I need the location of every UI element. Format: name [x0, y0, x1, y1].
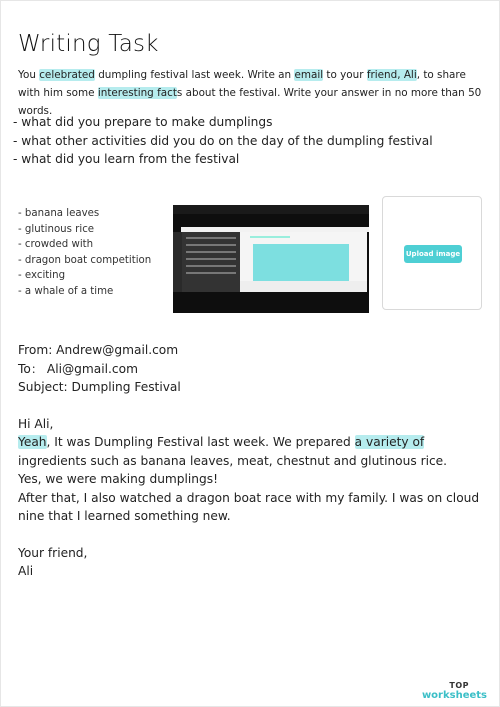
topworksheets-logo: [422, 681, 487, 702]
email-closing: Your friend,: [18, 545, 88, 560]
vocab-item: - exciting: [18, 270, 66, 281]
vocab-item: - banana leaves: [18, 208, 100, 219]
prompt-text: to your: [323, 69, 367, 81]
prompt-text: , to share with him some: [18, 69, 466, 99]
highlight-friend-ali: friend, Ali: [366, 69, 417, 81]
email-to: To： Ali@gmail.com: [18, 361, 138, 376]
video-controls: [173, 295, 369, 313]
highlight-interesting-fact: interesting fact: [97, 87, 177, 99]
email-greeting: Hi Ali,: [18, 416, 54, 431]
vocab-item: - dragon boat competition: [18, 254, 152, 266]
task-questions: [13, 113, 433, 169]
highlight-email: email: [294, 69, 324, 81]
vocabulary-list: [18, 206, 151, 299]
email-signature: Ali: [18, 564, 34, 578]
vocab-item: - glutinous rice: [18, 223, 95, 235]
question-item: - what other activities did you do on the day of the dumpling festival: [13, 133, 433, 148]
video-sidebar-strip: [173, 232, 182, 292]
highlight-celebrated: celebrated: [39, 69, 95, 81]
highlight-yeah: Yeah: [18, 435, 47, 449]
vocab-item: - a whale of a time: [18, 285, 114, 297]
task-prompt: [18, 66, 488, 120]
email-answer: [18, 341, 488, 581]
upload-image-button[interactable]: Upload image: [404, 245, 462, 263]
email-from: From: Andrew@gmail.com: [18, 343, 179, 357]
logo-worksheets-text: worksheets: [421, 690, 487, 701]
paragraph-text: , It was Dumpling Festival last week. We prepared: [46, 435, 355, 449]
email-paragraph-2: Yes, we were making dumplings!: [18, 472, 218, 486]
highlight-a-variety-of: a variety of: [354, 435, 425, 449]
question-item: - what did you prepare to make dumplings: [13, 115, 273, 129]
email-paragraph-1: [18, 433, 488, 470]
prompt-text: s about the festival. Write your answer in no more than 50 words.: [18, 87, 482, 117]
paragraph-text: ingredients such as banana leaves, meat, chestnut and glutinous rice.: [18, 453, 448, 468]
upload-image-card: [382, 196, 482, 310]
question-item: - what did you learn from the festival: [13, 152, 240, 166]
page-title: Writing Task: [18, 31, 159, 57]
video-titlebar: [173, 205, 369, 214]
prompt-text: dumpling festival last week. Write an: [94, 69, 295, 81]
email-subject: Subject: Dumpling Festival: [18, 380, 181, 394]
video-bottom-strip: [240, 281, 367, 292]
video-side-panel: [182, 232, 240, 292]
logo-top-text: TOP: [449, 681, 469, 690]
vocab-item: - crowded with: [18, 239, 94, 250]
email-paragraph-3: After that, I also watched a dragon boat race with my family. I was on cloud nine that I learned something new.: [18, 490, 480, 523]
prompt-text: You: [18, 69, 40, 81]
embedded-video-screenshot[interactable]: [173, 205, 369, 313]
